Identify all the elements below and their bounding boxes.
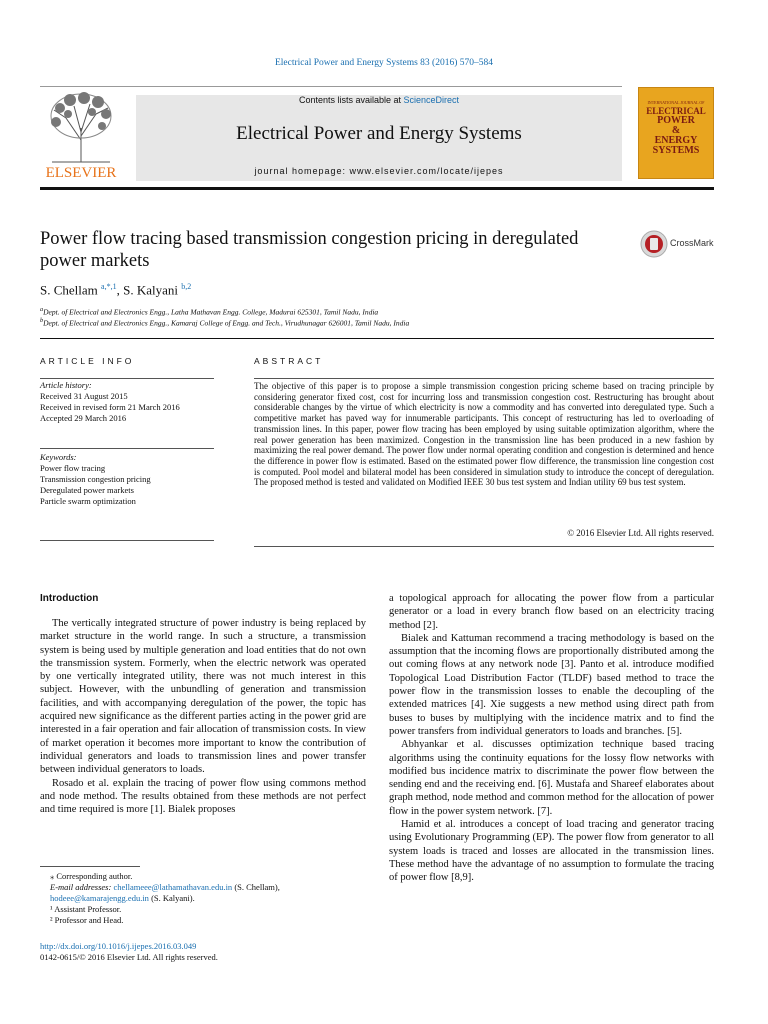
article-history [40, 380, 180, 424]
body-column-right [389, 592, 714, 885]
body-paragraph: Hamid et al. introduces a concept of load tracing and generator tracing using Evolutionary Programming (EP). The power flow from generator to all system loads is traced and losses are allocated in the transmission lines. These method have the advantage of no assumption to formulate the tracing of power flow [8,9]. [389, 819, 714, 884]
email-link[interactable]: chellameee@lathamathavan.edu.in [113, 882, 233, 892]
email-owner: (S. Chellam), [232, 882, 280, 892]
body-paragraph: The vertically integrated structure of power industry is being replaced by market structure in the world range. In such a structure, a transmission system is being used by multiple generation and load entities that do not own the transmission system. Formerly, when the electric network was operated by one vertically integrated utility, there was not much interest in this subject. However, with the unbundling of generation and transmission facilities, and with accompanying deregulation of the power, the topic has acquired new significance as the different parties acting in the power grid are interested in a fair operation and fair allocation of transmission costs. In view of market operation it becomes more important to know the contribution of individual generators and loads to transmission lines and power transfer between individual generators to loads. [40, 618, 366, 776]
journal-cover-image [638, 87, 714, 179]
info-rule [40, 378, 214, 379]
email-label: E-mail addresses: [50, 882, 114, 892]
keywords [40, 452, 151, 507]
author-affiliation-marks[interactable]: a,*,1 [101, 282, 117, 291]
article-info-heading: ARTICLE INFO [40, 356, 135, 366]
issn-line: 0142-0615/© 2016 Elsevier Ltd. All rights reserved. [40, 952, 218, 962]
keyword: Deregulated power markets [40, 485, 134, 495]
cover-line: ENERGY [654, 135, 698, 146]
author-name: S. Chellam [40, 282, 98, 298]
abstract-heading: ABSTRACT [254, 356, 324, 366]
affiliation-mark: a [40, 306, 44, 313]
history-item: Received in revised form 21 March 2016 [40, 402, 180, 412]
author-name: S. Kalyani [123, 282, 178, 298]
affiliation-a [40, 306, 378, 317]
keyword: Transmission congestion pricing [40, 474, 151, 484]
history-label: Article history: [40, 380, 92, 390]
footnote-corresponding: ⁎ Corresponding author. [50, 871, 133, 881]
crossmark-label: CrossMark [670, 238, 714, 248]
abstract-rule [254, 546, 714, 547]
header-rule [40, 86, 622, 87]
journal-banner [136, 95, 622, 181]
crossmark-icon [640, 230, 668, 258]
journal-citation[interactable]: Electrical Power and Energy Systems 83 (2016) 570–584 [274, 58, 494, 68]
crossmark-button[interactable] [640, 230, 715, 258]
header-thick-rule [40, 187, 714, 190]
abstract-text: The objective of this paper is to propose a simple transmission congestion pricing scheme based on tracing principle by considering generator fixed cost, cost for incurring loss and transmission congestion cost. Restructuring has brought about considerable changes by the virtue of which electricity is now a commodity and has converted into deregulated type. Such a competitive market has paved way for innumerable participants. This concept of restructuring has led to overloading of transmission lines. In this paper, power flow tracing has been employed by using suitable optimization algorithm, where the real power generation has been maximized. Congestion in the transmission line has been produced in a new fashion by maximizing the real power demand. The power flow under normal operating condition and congestion is determined and hence the difference in power flow is estimated. Based on the estimated power flow difference, the transmission line congestion cost is computed. Pool model and bilateral model has been considered in simulation study to introduce the concept of deregulation. The proposed method is tested and validated on Modified IEEE 30 bus test system and Indian utility 69 bus test system. [254, 381, 714, 488]
footnote-2: ² Professor and Head. [50, 915, 124, 925]
email-link[interactable]: hodeee@kamarajengg.edu.in [50, 893, 149, 903]
cover-line: INTERNATIONAL JOURNAL OF [647, 100, 705, 105]
cover-line: POWER [657, 115, 695, 126]
cover-line: SYSTEMS [652, 145, 700, 156]
elsevier-wordmark: ELSEVIER [45, 165, 117, 181]
body-column-left [40, 617, 366, 816]
doi-link[interactable]: http://dx.doi.org/10.1016/j.ijepes.2016.03.049 [40, 941, 197, 951]
history-item: Received 31 August 2015 [40, 391, 128, 401]
homepage-prefix: journal homepage: [254, 166, 350, 176]
affiliation-text: Dept. of Electrical and Electronics Engg., Kamaraj College of Engg. and Tech., Virudhunagar 626001, Tamil Nadu, India [43, 318, 410, 328]
sciencedirect-link[interactable]: ScienceDirect [403, 95, 460, 105]
affiliation-b [40, 317, 409, 328]
history-item: Accepted 29 March 2016 [40, 413, 127, 423]
journal-title: Electrical Power and Energy Systems [236, 123, 522, 144]
abstract-rule [254, 378, 714, 379]
contents-line [136, 95, 622, 105]
section-rule [40, 338, 714, 339]
body-paragraph: Rosado et al. explain the tracing of power flow using commons method and node method. The results obtained from these methods are not perfect and time required is more [1]. Bialek proposes [40, 777, 366, 816]
footnotes [40, 871, 366, 926]
paper-title: Power flow tracing based transmission congestion pricing in deregulated power markets [40, 229, 579, 271]
info-rule [40, 540, 214, 541]
cover-line: ELECTRICAL [646, 106, 706, 116]
introduction-heading: Introduction [40, 593, 99, 604]
author-list: S. Chellam $^{a,*,1}$, S. Kalyani $^{b,2}$ [40, 282, 192, 298]
footnote-rule [40, 866, 140, 867]
homepage-link[interactable]: www.elsevier.com/locate/ijepes [349, 166, 504, 176]
keyword: Power flow tracing [40, 463, 106, 473]
body-paragraph: Bialek and Kattuman recommend a tracing methodology is based on the assumption that the incoming flows are proportionally distributed among the out coming flows at any network node [3]. Panto et al. introduce modified Topological Load Distribution Factor (TLDF) based method to trace the power flow in the transmission losses to enable the decoupling of the extended matrices [4]. Xie suggests a new method using direct path from buses to buses by multiplying with the incidence matrix and to find the power transfers from individual generators to loads and branches. [5]. [389, 632, 714, 737]
keywords-label: Keywords: [40, 452, 77, 462]
affiliation-mark: b [40, 317, 44, 324]
elsevier-logo [40, 88, 122, 184]
cover-line: & [671, 125, 681, 136]
footnote-emails [40, 882, 366, 904]
footnote-1: ¹ Assistant Professor. [50, 904, 122, 914]
author-affiliation-marks[interactable]: b,2 [181, 282, 192, 291]
body-paragraph: a topological approach for allocating the power flow from a particular generator or a load in every branch flow based on an electricity tracing method [2]. [389, 593, 714, 631]
doi-block [40, 941, 218, 963]
email-owner: (S. Kalyani). [148, 893, 195, 903]
keyword: Particle swarm optimization [40, 496, 136, 506]
info-rule [40, 448, 214, 449]
abstract-copyright: © 2016 Elsevier Ltd. All rights reserved. [567, 528, 714, 538]
journal-homepage [136, 166, 622, 176]
body-paragraph: Abhyankar et al. discusses optimization technique based tracing algorithms using the continuity equations for the lossy flow networks with modified bus incidence matrix to discriminate the power flow between the sending end and the receiving end. [6]. Mustafa and Shareef elaborates about graph method, node method and common method for the allocation of power flow in the power system network. [7]. [389, 739, 714, 817]
contents-prefix: Contents lists available at [298, 95, 404, 105]
affiliation-text: Dept. of Electrical and Electronics Engg., Latha Mathavan Engg. College, Madurai 625301, Tamil Nadu, India [43, 307, 379, 317]
